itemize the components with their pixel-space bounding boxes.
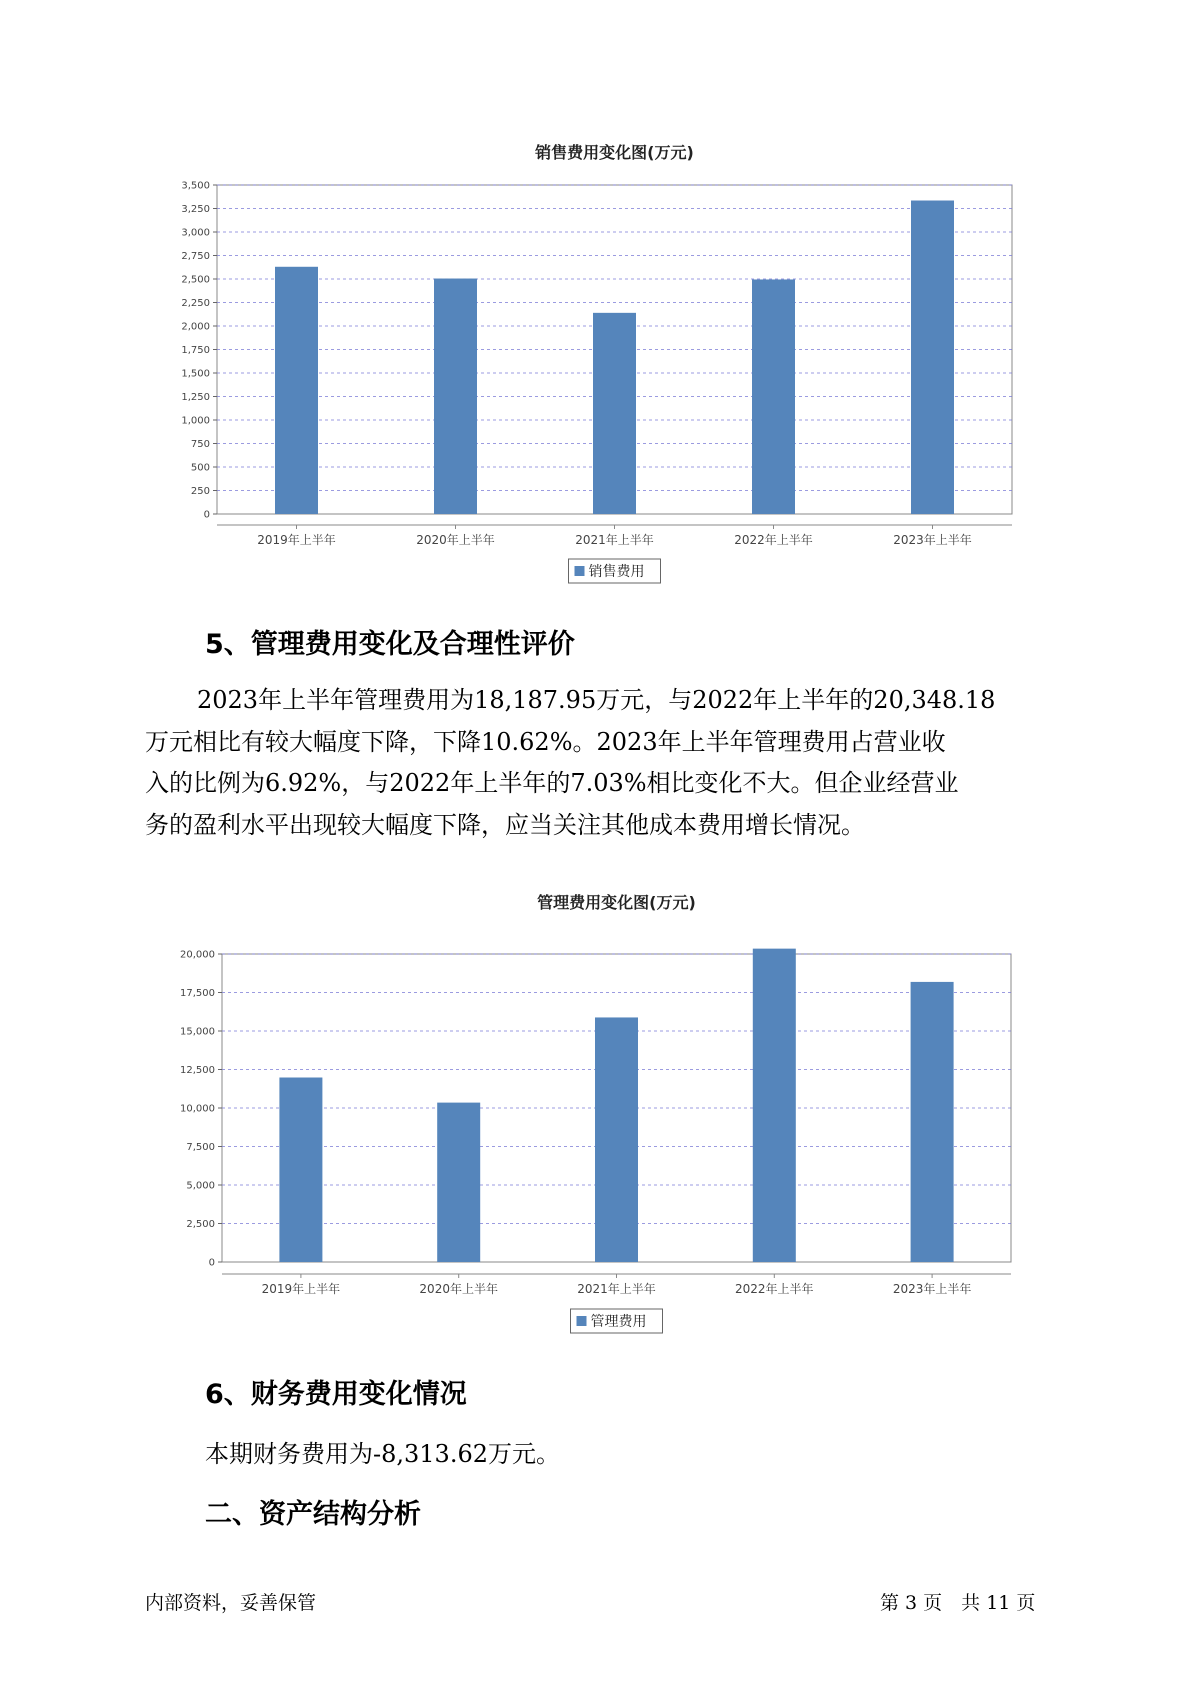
chart-title: 销售费用变化图(万元) (535, 143, 694, 162)
y-tick-label: 1,750 (181, 345, 210, 356)
x-tick-label: 2023年上半年 (893, 533, 972, 547)
y-tick-label: 750 (190, 439, 210, 450)
y-tick-label: 0 (208, 1257, 215, 1269)
x-tick-label: 2021年上半年 (575, 533, 654, 547)
admin-expense-chart-svg (0, 880, 1191, 1350)
chart-title: 管理费用变化图(万元) (537, 893, 696, 912)
section-6-text: 本期财务费用为-8,313.62万元。 (205, 1440, 560, 1468)
y-tick-label: 5,000 (186, 1180, 215, 1192)
y-tick-label: 1,500 (181, 368, 210, 380)
y-tick-label: 3,250 (181, 204, 210, 215)
y-tick-label: 15,000 (180, 1026, 215, 1038)
y-tick-label: 500 (190, 462, 210, 474)
y-tick-label: 1,000 (181, 415, 210, 427)
y-tick-label: 2,500 (186, 1219, 215, 1230)
y-tick-label: 0 (203, 509, 210, 521)
x-tick-label: 2022年上半年 (735, 1282, 814, 1296)
sales-expense-chart-svg (0, 130, 1191, 600)
y-tick-label: 2,750 (181, 251, 210, 262)
bar (595, 1017, 638, 1262)
footer-page-number: 第 3 页 共 11 页 (880, 1592, 1036, 1614)
section-5-paragraph (145, 680, 1075, 846)
footer-left: 内部资料，妥善保管 (145, 1592, 317, 1614)
paragraph-line-2: 万元相比有较大幅度下降，下降10.62%。2023年上半年管理费用占营业收 (145, 727, 946, 756)
section-5-heading: 5、管理费用变化及合理性评价 (205, 629, 575, 660)
x-tick-label: 2019年上半年 (257, 533, 336, 547)
legend-swatch (575, 566, 585, 576)
paragraph-line-3: 入的比例为6.92%，与2022年上半年的7.03%相比变化不大。但企业经营业 (145, 769, 959, 797)
y-tick-label: 10,000 (180, 1103, 215, 1115)
x-tick-label: 2023年上半年 (892, 1282, 972, 1296)
bar (911, 982, 954, 1262)
bar (911, 201, 954, 514)
section-6-heading: 6、财务费用变化情况 (205, 1379, 467, 1410)
y-tick-label: 3,000 (181, 227, 210, 239)
admin-expense-chart (0, 880, 1191, 1350)
bar (753, 949, 796, 1262)
bar (752, 279, 795, 514)
x-tick-label: 2021年上半年 (577, 1282, 656, 1296)
y-tick-label: 1,250 (181, 392, 210, 403)
bar (279, 1078, 322, 1262)
y-tick-label: 3,500 (181, 180, 210, 192)
x-tick-label: 2022年上半年 (734, 533, 813, 547)
paragraph-line-1: 2023年上半年管理费用为18,187.95万元，与2022年上半年的20,348.18 (197, 686, 996, 714)
y-tick-label: 17,500 (180, 988, 215, 999)
y-tick-label: 250 (190, 486, 210, 497)
section-two-heading: 二、资产结构分析 (205, 1499, 421, 1530)
legend-label: 销售费用 (588, 564, 645, 580)
legend-swatch (577, 1316, 587, 1326)
sales-expense-chart (0, 130, 1191, 600)
y-tick-label: 20,000 (180, 949, 215, 961)
legend-label: 管理费用 (590, 1314, 647, 1330)
x-tick-label: 2020年上半年 (416, 533, 495, 547)
y-tick-label: 12,500 (180, 1065, 215, 1076)
bar (437, 1103, 480, 1262)
y-tick-label: 7,500 (186, 1142, 215, 1153)
x-tick-label: 2020年上半年 (419, 1282, 498, 1296)
y-tick-label: 2,000 (181, 321, 210, 333)
bar (434, 279, 477, 514)
y-tick-label: 2,500 (181, 274, 210, 286)
x-tick-label: 2019年上半年 (261, 1282, 341, 1296)
bar (593, 313, 636, 514)
y-tick-label: 2,250 (181, 298, 210, 309)
bar (275, 267, 318, 514)
paragraph-line-4: 务的盈利水平出现较大幅度下降，应当关注其他成本费用增长情况。 (145, 810, 865, 839)
